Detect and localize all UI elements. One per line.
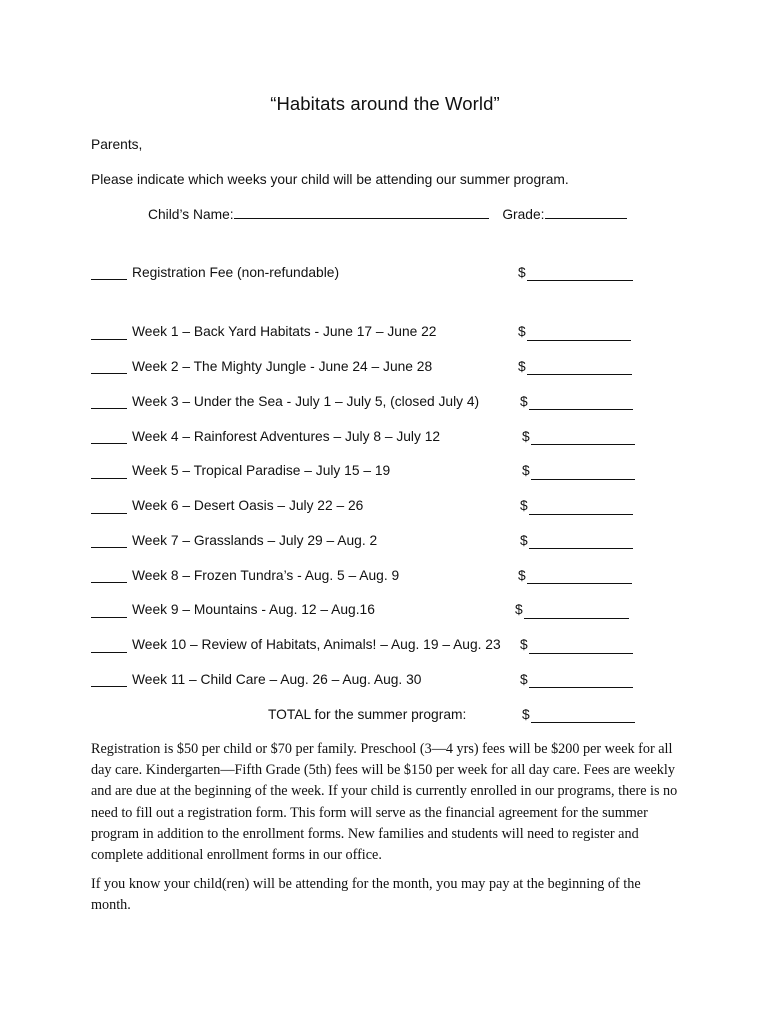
week-8-dollar-sign: $ [518,568,526,583]
week-7-label: Week 7 – Grasslands – July 29 – Aug. 2 [132,533,378,548]
week-11-amount-field[interactable] [529,686,633,688]
week-1-check-blank[interactable] [91,339,127,340]
child-name-row [148,206,627,222]
week-9-label: Week 9 – Mountains - Aug. 12 – Aug.16 [132,602,375,617]
grade-label: Grade: [502,207,545,222]
week-9-amount-field[interactable] [524,617,629,619]
week-2-label: Week 2 – The Mighty Jungle - June 24 – June 28 [132,359,433,374]
week-4-amount-field[interactable] [531,443,635,445]
fee-info-paragraph: Registration is $50 per child or $70 per family. Preschool (3—4 yrs) fees will be $200 per week for all day care. Kindergarten—Fifth Grade (5th) fees will be $150 per week for all day care. Fees are weekly and are due at the beginning of the week. If your child is currently enrolled in our programs, there is no need to fill out a registration form. This form will serve as the financial agreement for the summer program in addition to the enrollment forms. New families and students will need to register and complete additional enrollment forms in our office. [91,741,678,864]
total-dollar-sign: $ [522,707,530,722]
registration-fee-label: Registration Fee (non-refundable) [132,265,340,280]
week-9-check-blank[interactable] [91,617,127,618]
week-1-label: Week 1 – Back Yard Habitats - June 17 – June 22 [132,324,437,339]
total-amount-field[interactable] [531,721,635,723]
week-8-label: Week 8 – Frozen Tundra’s - Aug. 5 – Aug. 9 [132,568,400,583]
week-5-amount-field[interactable] [531,478,635,480]
week-11-label: Week 11 – Child Care – Aug. 26 – Aug. Aug. 30 [132,672,422,687]
week-5-dollar-sign: $ [522,463,530,478]
week-11-check-blank[interactable] [91,686,127,687]
week-3-check-blank[interactable] [91,408,127,409]
week-4-label: Week 4 – Rainforest Adventures – July 8 – July 12 [132,429,441,444]
week-8-amount-field[interactable] [527,582,632,584]
form-title: “Habitats around the World” [270,93,500,114]
week-7-check-blank[interactable] [91,547,127,548]
week-7-dollar-sign: $ [520,533,528,548]
week-10-dollar-sign: $ [520,637,528,652]
week-10-amount-field[interactable] [529,652,633,654]
week-7-amount-field[interactable] [529,547,633,549]
week-1-dollar-sign: $ [518,324,526,339]
week-4-check-blank[interactable] [91,443,127,444]
week-6-label: Week 6 – Desert Oasis – July 22 – 26 [132,498,364,513]
week-6-check-blank[interactable] [91,513,127,514]
registration-check-blank[interactable] [91,279,127,280]
week-8-check-blank[interactable] [91,582,127,583]
week-9-dollar-sign: $ [515,602,523,617]
registration-amount-field[interactable] [527,279,633,281]
instructions: Please indicate which weeks your child will be attending our summer program. [91,172,569,187]
week-3-label: Week 3 – Under the Sea - July 1 – July 5, (closed July 4) [132,394,480,409]
salutation: Parents, [91,137,143,152]
week-5-label: Week 5 – Tropical Paradise – July 15 – 19 [132,463,391,478]
week-10-label: Week 10 – Review of Habitats, Animals! – Aug. 19 – Aug. 23 [132,637,501,652]
monthly-payment-note: If you know your child(ren) will be attending for the month, you may pay at the beginning of the month. [91,876,641,914]
week-6-dollar-sign: $ [520,498,528,513]
week-5-check-blank[interactable] [91,478,127,479]
child-name-field[interactable] [234,206,489,219]
grade-field[interactable] [545,206,627,219]
week-3-amount-field[interactable] [529,408,633,410]
registration-dollar-sign: $ [518,265,526,280]
week-1-amount-field[interactable] [527,339,631,341]
child-name-label: Child’s Name: [148,207,234,222]
week-10-check-blank[interactable] [91,652,127,653]
week-11-dollar-sign: $ [520,672,528,687]
week-2-dollar-sign: $ [518,359,526,374]
total-label: TOTAL for the summer program: [268,707,467,722]
week-3-dollar-sign: $ [520,394,528,409]
week-2-check-blank[interactable] [91,373,127,374]
week-2-amount-field[interactable] [527,373,632,375]
week-6-amount-field[interactable] [529,513,633,515]
week-4-dollar-sign: $ [522,429,530,444]
